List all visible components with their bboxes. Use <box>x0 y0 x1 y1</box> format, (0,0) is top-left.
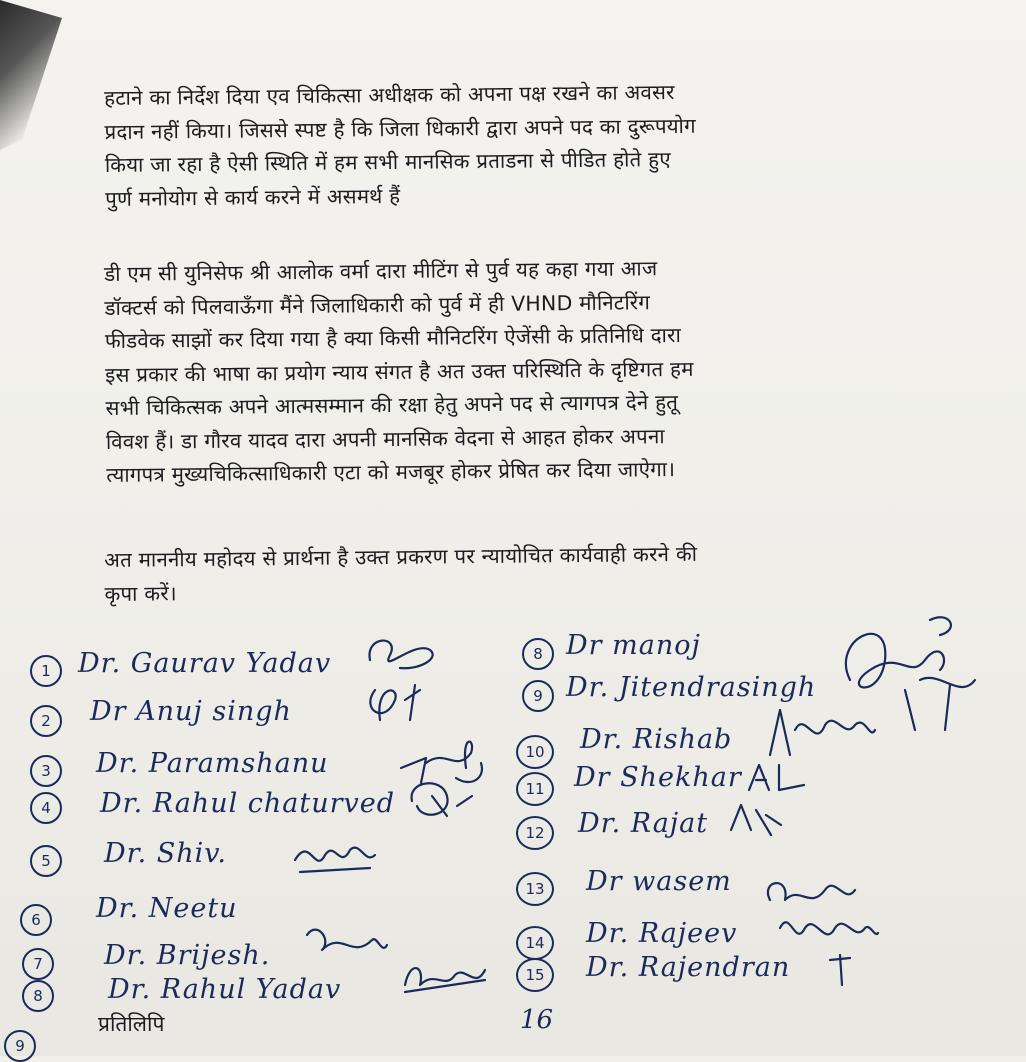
paragraph-2 <box>104 249 966 492</box>
text-line: हटाने का निर्देश दिया एव चिकित्सा अधीक्षक को अपना पक्ष रखने का अवसर <box>104 80 675 110</box>
signatory-name: Dr. Shiv. <box>104 838 227 869</box>
text-line: पुर्ण मनोयोग से कार्य करने में असमर्थ हैं <box>105 183 401 211</box>
signatory-name: Dr. Jitendrasingh <box>566 672 817 703</box>
signatory-name: Dr. Rahul chaturved <box>100 788 396 819</box>
signatory-number: 11 <box>516 772 554 806</box>
text-line: प्रदान नहीं किया। जिससे स्पष्ट है कि जिला धिकारी द्वारा अपने पद का दुरूपयोग <box>104 113 696 144</box>
signatory-name: Dr. Gaurav Yadav <box>78 648 332 679</box>
text-line: इस प्रकार की भाषा का प्रयोग न्याय संगत है अत उक्त परिस्थिति के दृष्टिगत हम <box>105 356 694 387</box>
signatory-name: Dr. Neetu <box>96 893 238 924</box>
signatory-number: 14 <box>516 926 554 960</box>
signatory-number: 7 <box>22 948 54 980</box>
signatory-number: 9 <box>522 680 554 712</box>
signatory-name: Dr. Rahul Yadav <box>108 974 342 1005</box>
signature-scribble <box>726 800 786 840</box>
text-line: सभी चिकित्सक अपने आत्मसम्मान की रक्षा हेतु अपने पद से त्यागपत्र देने हुतू <box>105 389 679 420</box>
signatory-number: 12 <box>516 816 554 850</box>
text-line: किया जा रहा है ऐसी स्थिति में हम सभी मानसिक प्रताडना से पीडित होते हुए <box>104 147 671 177</box>
signature-scribble <box>820 950 860 990</box>
signatory-name: Dr wasem <box>586 866 732 897</box>
text-line: डॉक्टर्स को पिलवाऊँगा मैंने जिलाधिकारी को पुर्व में ही VHND मौनिटरिंग <box>104 289 651 320</box>
signatory-number: 8 <box>522 638 554 670</box>
signatory-number: 13 <box>516 872 554 906</box>
signature-scribble <box>400 950 490 1000</box>
signatory-name: Dr. Rajendran <box>586 952 791 983</box>
signatory-number: 10 <box>516 735 554 769</box>
signatory-name: Dr. Rajat <box>578 808 709 839</box>
text-line: अत माननीय महोदय से प्रार्थना है उक्त प्रकरण पर न्यायोचित कार्यवाही करने की <box>104 541 698 572</box>
page-number: 16 <box>520 1005 554 1035</box>
signatory-number: 4 <box>30 792 62 824</box>
paragraph-3 <box>104 535 965 611</box>
signatory-name: Dr. Paramshanu <box>96 748 329 779</box>
signatory-number: 3 <box>30 755 62 787</box>
signature-scribble <box>744 760 814 800</box>
signature-scribble <box>402 776 482 826</box>
signatory-name: Dr manoj <box>566 630 701 661</box>
signatory-number: 8 <box>22 980 54 1012</box>
signatory-name: Dr. Rishab <box>580 724 733 755</box>
signatory-number: 2 <box>30 705 62 737</box>
signatory-name: Dr. Rajeev <box>586 918 738 949</box>
signatory-number: 9 <box>4 1030 36 1062</box>
signatory-name: Dr Shekhar <box>574 762 742 793</box>
signatory-number: 6 <box>20 904 52 936</box>
signatory-number: 5 <box>30 845 62 877</box>
signatory-number: 1 <box>30 655 62 687</box>
signatory-number: 15 <box>516 958 554 992</box>
signature-scribble <box>290 830 380 880</box>
paragraph-1 <box>104 73 965 216</box>
signatory-name: Dr. Brijesh. <box>104 940 271 971</box>
text-line: विवश हैं। डा गौरव यादव दारा अपनी मानसिक वेदना से आहत होकर अपना <box>105 423 665 454</box>
text-line: डी एम सी युनिसेफ श्री आलोक वर्मा दारा मीटिंग से पुर्व यह कहा गया आज <box>104 256 658 286</box>
signatory-name: Dr Anuj singh <box>90 696 292 727</box>
text-line: कृपा करें। <box>104 580 177 606</box>
text-line: फीडवेक साझों कर दिया गया है क्या किसी मौनिटरिंग ऐजेंसी के प्रतिनिधि दारा <box>104 322 682 353</box>
footer-copy-label: प्रतिलिपि <box>98 1012 165 1036</box>
page-corner-shadow <box>0 0 70 150</box>
signature-scribble <box>830 610 980 740</box>
text-line: त्यागपत्र मुख्यचिकित्साधिकारी एटा को मजबूर होकर प्रेषित कर दिया जाऐगा। <box>106 457 676 487</box>
signature-scribble <box>302 920 392 970</box>
